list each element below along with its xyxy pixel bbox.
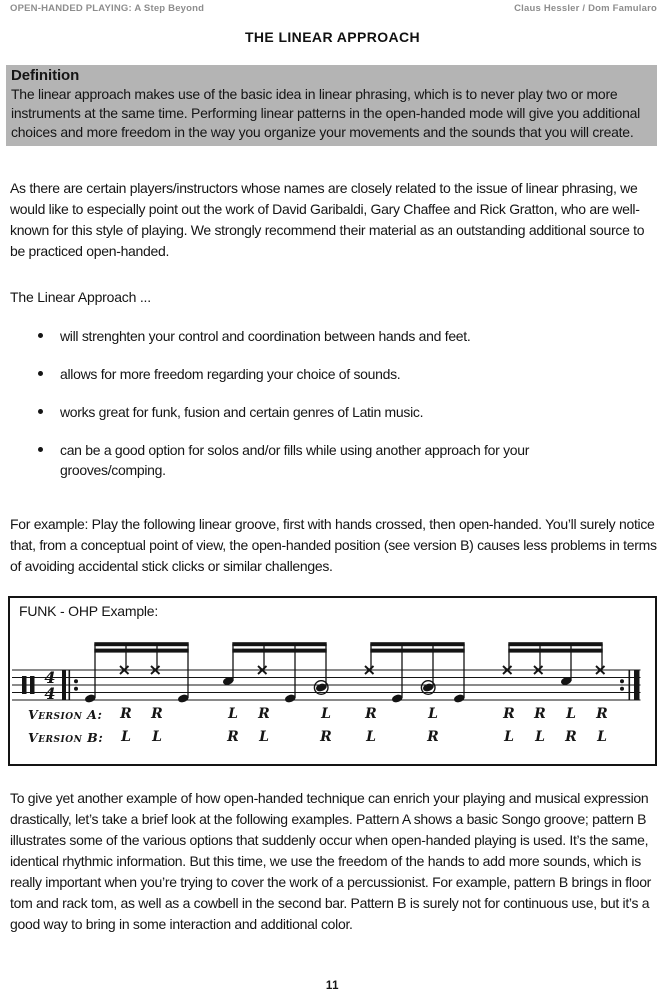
sixteenth-beam — [94, 649, 188, 653]
bullet-dot-icon — [38, 447, 43, 452]
sixteenth-beam — [370, 649, 464, 653]
notes-layer — [84, 642, 605, 703]
sixteenth-beam — [508, 642, 602, 646]
header-book-title: OPEN-HANDED PLAYING: A Step Beyond — [10, 3, 205, 14]
list-item — [0, 364, 612, 384]
version-b-label: Version B: — [28, 730, 104, 745]
sticking-letter: R — [227, 729, 239, 745]
definition-box — [6, 65, 657, 146]
list-item-text: works great for funk, fusion and certain genres of Latin music. — [60, 404, 424, 420]
sticking-letter: R — [320, 729, 332, 745]
sticking-letter: R — [120, 706, 132, 722]
paragraph-example-intro: For example: Play the following linear groove, first with hands crossed, then open-handed. You’ll surely notice that, from a conceptual point of view, the open-handed position (see version B) causes less problems in terms of avoiding accidental stick clicks or similar challenges. — [10, 516, 657, 574]
list-item-text: will strenghten your control and coordination between hands and feet. — [60, 328, 471, 344]
paragraph-closing: To give yet another example of how open-handed technique can enrich your playing and musical expression drastically, let’s take a brief look at the following examples. Pattern A shows a basic Songo groove; pattern B illustrates some of the various options that suddenly occur when open-handed playing is used. It’s the same, identical rhythmic information. But this time, we use the freedom of the hands to add more sounds, which is really important when you’re trying to cover the work of a percussionist. For example, pattern B brings in floor tom and rack tom, as well as a cowbell in the second bar. Pattern B is surely not for continuous use, but it’s a good way to bring in some interaction and additional color. — [10, 790, 652, 932]
sixteenth-beam — [508, 649, 602, 653]
version-a-label: Version A: — [28, 707, 103, 722]
page-number: 11 — [325, 980, 340, 992]
music-example-box — [8, 596, 657, 766]
sixteenth-beam — [232, 642, 326, 646]
list-item-text: allows for more freedom regarding your choice of sounds. — [60, 366, 401, 382]
version-a-row — [10, 706, 650, 726]
sticking-letter: R — [534, 706, 546, 722]
sixteenth-beam — [94, 642, 188, 646]
sticking-letter: L — [535, 729, 545, 745]
sticking-letter: R — [503, 706, 515, 722]
bullet-list — [0, 326, 660, 498]
sticking-letter: L — [259, 729, 269, 745]
sticking-letter: R — [565, 729, 577, 745]
sticking-letter: L — [321, 706, 331, 722]
list-item-text: can be a good option for solos and/or fills while using another approach for your grooves/comping. — [60, 442, 530, 478]
sticking-letter: L — [152, 729, 162, 745]
sticking-letter: L — [228, 706, 238, 722]
time-signature-top: 4 — [44, 668, 56, 687]
sticking-letter: L — [566, 706, 576, 722]
sixteenth-beam — [370, 642, 464, 646]
bullet-dot-icon — [38, 371, 43, 376]
sixteenth-beam — [232, 649, 326, 653]
list-lead: The Linear Approach ... — [10, 289, 151, 305]
paragraph-intro: As there are certain players/instructors whose names are closely related to the issue of linear phrasing, we would like to especially point out the work of David Garibaldi, Gary Chaffee and Rick Gratton, who are well-known for this style of playing. We strongly recommend their material as an outstanding additional source to be practiced open-handed. — [10, 180, 645, 259]
sticking-letter: R — [596, 706, 608, 722]
sticking-letter: L — [366, 729, 376, 745]
list-item — [0, 402, 612, 422]
sticking-letter: L — [504, 729, 514, 745]
sticking-letter: L — [121, 729, 131, 745]
sticking-letter: L — [597, 729, 607, 745]
sticking-letter: L — [428, 706, 438, 722]
example-label: FUNK - OHP Example: — [19, 603, 159, 619]
sticking-letter: R — [365, 706, 377, 722]
list-item — [0, 326, 612, 346]
header-authors: Claus Hessler / Dom Famularo — [514, 3, 657, 14]
definition-body: The linear approach makes use of the basic idea in linear phrasing, which is to never play two or more instruments at the same time. Performing linear patterns in the open-handed mode will give you additional choices and more freedom in the way you organize your movements and the sounds that you will create. — [11, 86, 640, 140]
time-signature-bottom: 4 — [44, 684, 56, 703]
sticking-letter: R — [151, 706, 163, 722]
page-title: THE LINEAR APPROACH — [244, 29, 421, 45]
list-item — [0, 440, 612, 480]
sticking-letter: R — [258, 706, 270, 722]
drum-notation-staff — [10, 635, 650, 705]
sticking-letter: R — [427, 729, 439, 745]
bullet-dot-icon — [38, 409, 43, 414]
version-b-row — [10, 729, 650, 749]
definition-heading: Definition — [11, 67, 80, 84]
bullet-dot-icon — [38, 333, 43, 338]
